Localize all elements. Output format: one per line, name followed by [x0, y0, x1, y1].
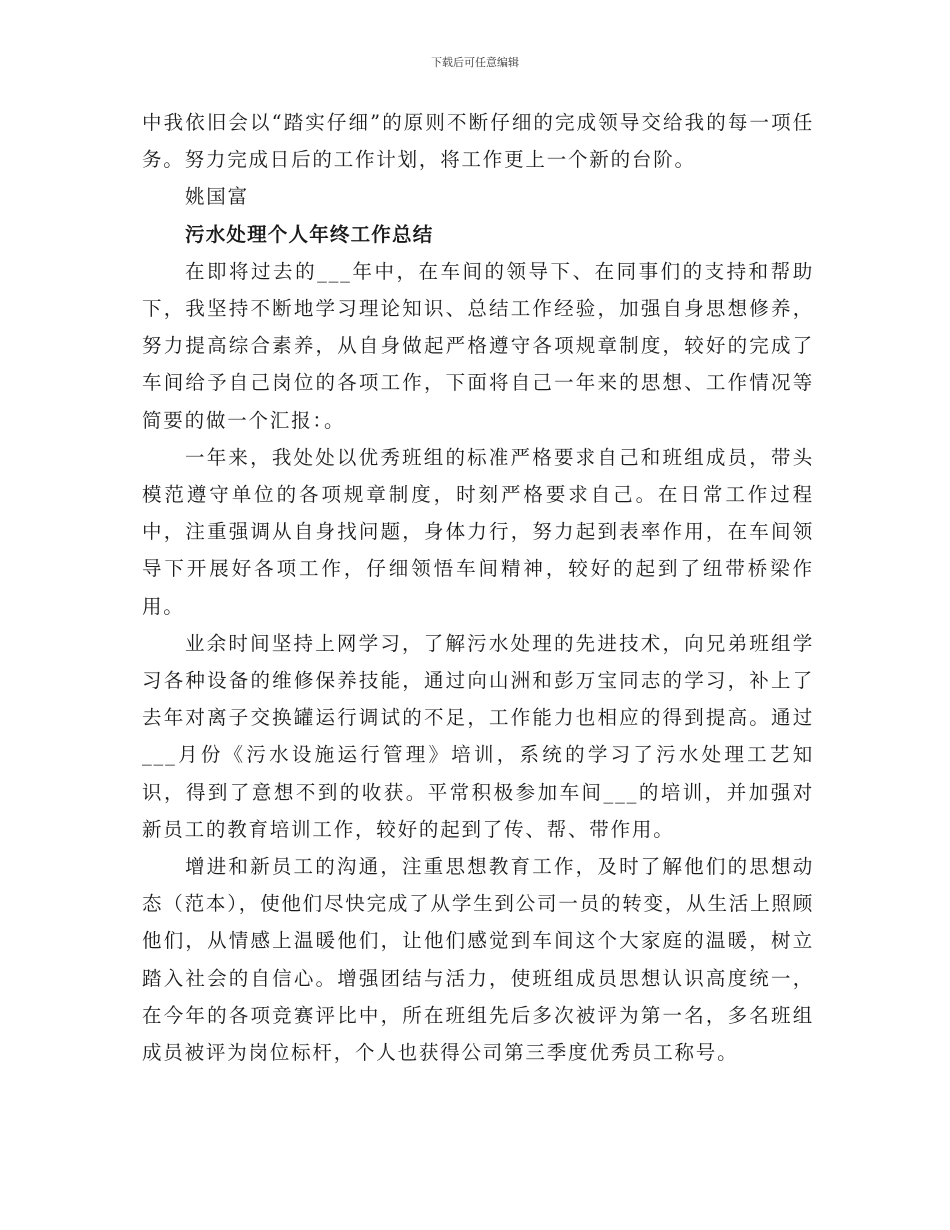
document-title: 污水处理个人年终工作总结 — [185, 222, 434, 246]
continuation-paragraph: 中我依旧会以“踏实仔细”的原则不断仔细的完成领导交给我的每一项任务。努力完成日后的工作计划，将工作更上一个新的台阶。 — [142, 111, 814, 172]
body-paragraph: 业余时间坚持上网学习，了解污水处理的先进技术，向兄弟班组学习各种设备的维修保养技能，通过向山洲和彭万宝同志的学习，补上了去年对离子交换罐运行调试的不足，工作能力也相应的得到提高。通过___月份《污水设施运行管理》培训，系统的学习了污水处理工艺知识，得到了意想不到的收获。平常积极参加车间___的培训，并加强对新员工的教育培训工作，较好的起到了传、帮、带作用。 — [142, 631, 814, 841]
signature: 姚国富 — [185, 185, 249, 209]
body-paragraph: 增进和新员工的沟通，注重思想教育工作，及时了解他们的思想动态（范本），使他们尽快完成了从学生到公司一员的转变，从生活上照顾他们，从情感上温暖他们，让他们感觉到车间这个大家庭的温暖，树立踏入社会的自信心。增强团结与活力，使班组成员思想认识高度统一，在今年的各项竞赛评比中，所在班组先后多次被评为第一名，多名班组成员被评为岗位标杆，个人也获得公司第三季度优秀员工称号。 — [142, 855, 814, 1065]
body-paragraph: 在即将过去的___年中，在车间的领导下、在同事们的支持和帮助下，我坚持不断地学习理论知识、总结工作经验，加强自身思想修养，努力提高综合素养，从自身做起严格遵守各项规章制度，较好的完成了车间给予自己岗位的各项工作，下面将自己一年来的思想、工作情况等简要的做一个汇报：。 — [142, 259, 814, 432]
document-body — [142, 104, 814, 1071]
page-header: 下载后可任意编辑 — [431, 56, 519, 69]
body-paragraph: 一年来，我处处以优秀班组的标准严格要求自己和班组成员，带头模范遵守单位的各项规章制度，时刻严格要求自己。在日常工作过程中，注重强调从自身找问题，身体力行，努力起到表率作用，在车间领导下开展好各项工作，仔细领悟车间精神，较好的起到了纽带桥梁作用。 — [142, 445, 814, 618]
